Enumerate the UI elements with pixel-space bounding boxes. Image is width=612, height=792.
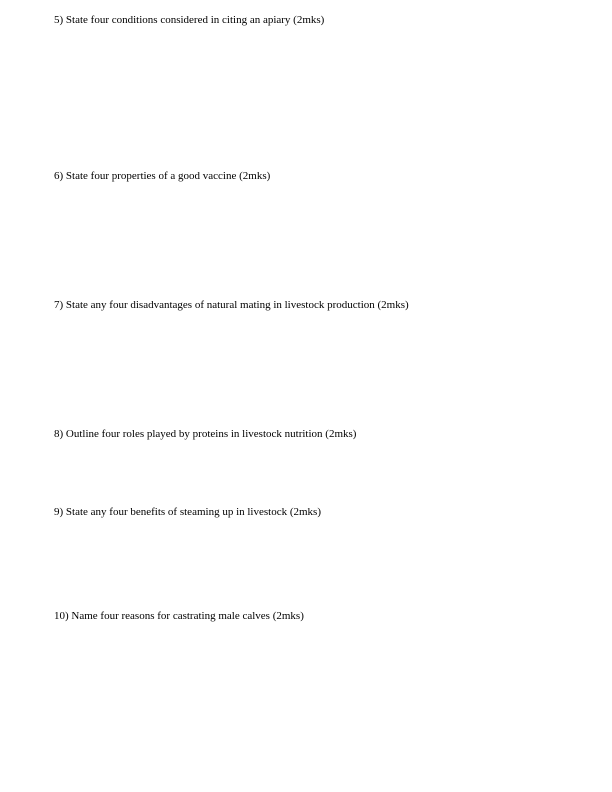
question-10: 10) Name four reasons for castrating male calves (2mks) xyxy=(54,610,304,622)
question-9: 9) State any four benefits of steaming up in livestock (2mks) xyxy=(54,506,321,518)
question-5: 5) State four conditions considered in citing an apiary (2mks) xyxy=(54,14,325,26)
question-8: 8) Outline four roles played by proteins in livestock nutrition (2mks) xyxy=(54,428,357,440)
question-7: 7) State any four disadvantages of natural mating in livestock production (2mks) xyxy=(54,299,409,311)
question-6: 6) State four properties of a good vaccine (2mks) xyxy=(54,170,271,182)
